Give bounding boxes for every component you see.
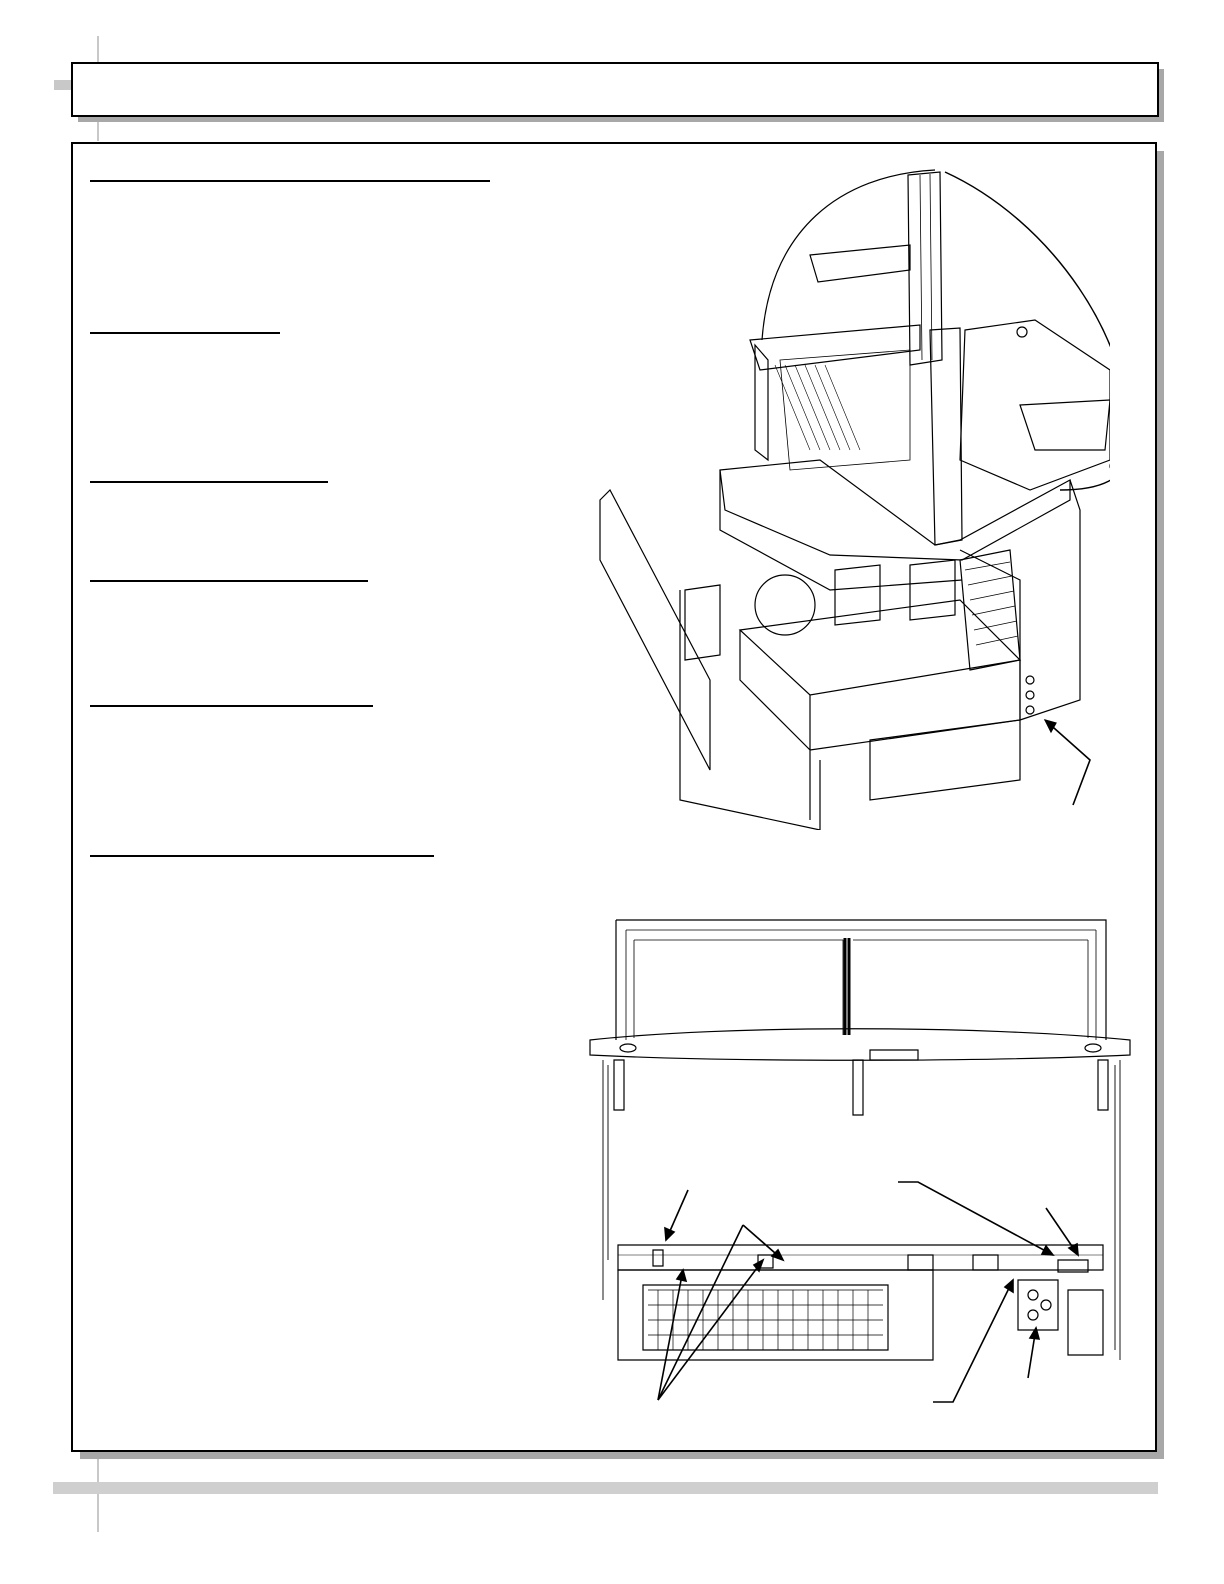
case-front-figure [578, 910, 1138, 1410]
case-isometric-figure [590, 160, 1110, 830]
section-heading-6 [90, 855, 434, 857]
section-heading-5 [90, 705, 373, 707]
section-heading-1 [90, 180, 490, 182]
section-heading-3 [90, 481, 328, 483]
footer-band [53, 1482, 1158, 1494]
section-heading-4 [90, 580, 368, 582]
section-heading-2 [90, 332, 280, 334]
page-header [71, 62, 1159, 117]
crop-mark-bottom [97, 1458, 99, 1532]
